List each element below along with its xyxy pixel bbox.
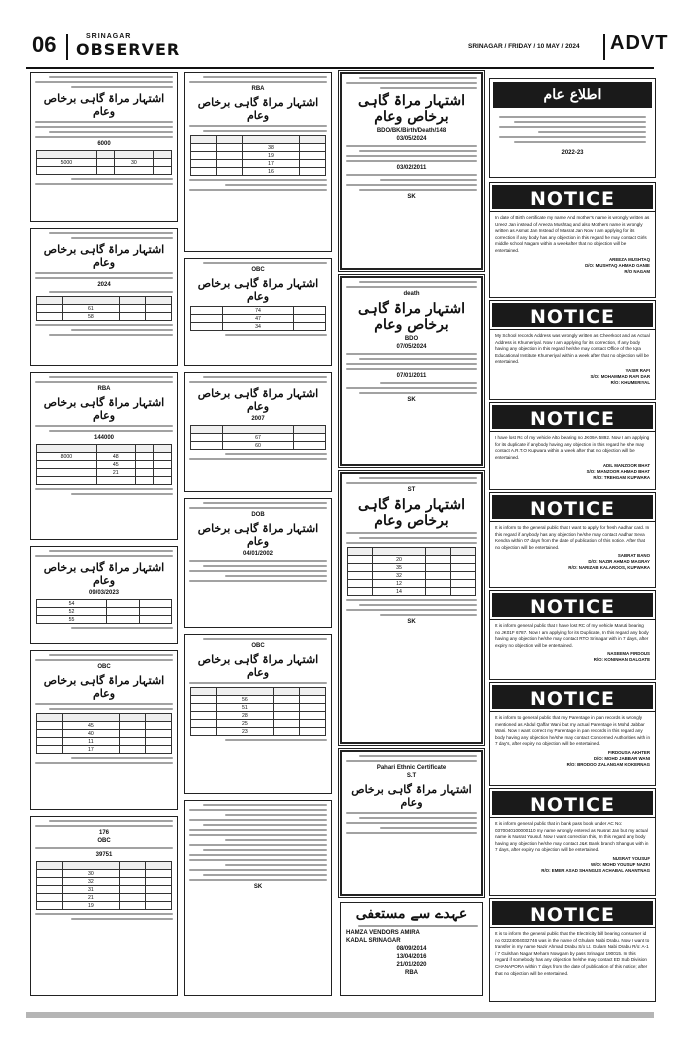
notice-signatory: FIRDOUSA AKHTER — [607, 749, 650, 755]
footer-rule — [26, 1012, 654, 1018]
table-cell: 61 — [63, 305, 119, 313]
ad-date: 2007 — [251, 416, 265, 422]
urdu-ad — [30, 372, 178, 540]
notice-ad — [489, 182, 656, 298]
ad-reference: BDO — [404, 336, 419, 342]
table-cell: 19 — [243, 152, 299, 160]
table-cell: 20 — [372, 556, 426, 564]
table-cell: 67 — [223, 434, 293, 442]
ad-table — [36, 861, 172, 910]
urdu-ad — [184, 634, 332, 794]
notice-ad — [489, 788, 656, 896]
header-rule — [26, 67, 654, 69]
ad-mark: SK — [407, 397, 416, 403]
ad-mark: SK — [407, 619, 416, 625]
urdu-ad — [340, 750, 483, 896]
ad-headline: اشتہار مراۃ گاہی برخاص وعام — [351, 783, 472, 809]
ad-headline: اشتہار مراۃ گاہی برخاص وعام — [197, 387, 319, 413]
notice-address: R/O: BRODOO ZALANGAM KOKERNAG — [566, 761, 650, 767]
table-cell: 23 — [217, 728, 273, 736]
table-cell: 19 — [63, 902, 119, 910]
notice-ad — [489, 590, 656, 680]
notice-body: I have lost Rc of my vehicle Alto bearing no JK09A 5892. Now I am applying for its duplicate if anybody having any objection in this regard he she may contact A.R.T.O Kupwara within a week after that no objection will be entertained. — [495, 435, 650, 460]
ad-category: OBC — [251, 267, 265, 273]
notice-relation: S/O: MOHAMMAD RAFI DAR — [590, 373, 650, 379]
ad-category: RBA — [251, 86, 265, 92]
ad-headline: اشتہار مراۃ گاہی برخاص وعام — [358, 301, 465, 333]
notice-ad — [489, 492, 656, 588]
table-cell: 55 — [37, 616, 107, 624]
notice-title: NOTICE — [490, 789, 655, 817]
notice-relation: D/O: MUSHTAQ AHMAD GANIE — [585, 262, 650, 268]
table-cell: 17 — [63, 746, 119, 754]
ad-table — [36, 444, 172, 485]
notice-title: NOTICE — [490, 591, 655, 619]
table-cell: 28 — [217, 712, 273, 720]
table-cell: 47 — [223, 315, 293, 323]
urdu-ad — [184, 498, 332, 628]
table-cell: 48 — [96, 453, 135, 461]
urdu-ad — [184, 372, 332, 492]
ad-date: 03/02/2011 — [396, 165, 427, 171]
notice-ad — [489, 682, 656, 786]
brand-subtitle: SRINAGAR — [86, 33, 132, 40]
table-cell: 16 — [243, 168, 299, 176]
header-divider — [603, 34, 605, 60]
ad-number: 176 — [98, 830, 109, 836]
ad-date: 03/05/2024 — [396, 136, 427, 142]
ad-date: 04/01/2002 — [242, 551, 274, 557]
ad-date: 07/05/2024 — [396, 344, 427, 350]
ad-number: 144000 — [93, 435, 115, 441]
notice-signatory: SABRAT BANO — [617, 553, 650, 559]
page-number: 06 — [32, 32, 57, 57]
ad-table — [190, 425, 326, 450]
resignation-ad — [340, 902, 483, 996]
notice-title: NOTICE — [490, 493, 655, 521]
table-cell: 14 — [372, 588, 426, 596]
table-cell: 21 — [63, 894, 119, 902]
table-cell: 35 — [372, 564, 426, 572]
vendor-name: HAMZA VENDORS AMIRA — [346, 930, 420, 936]
vendor-date: 08/09/2014 — [396, 946, 427, 952]
dateline: SRINAGAR / FRIDAY / 10 MAY / 2024 — [468, 43, 580, 50]
notice-relation: D/O: NAZIR AHMAD MAGRAY — [588, 559, 650, 565]
notice-signatory: NASEEMA FIRDOUS — [607, 651, 650, 657]
ad-category: RBA — [97, 386, 111, 392]
table-cell: 38 — [243, 144, 299, 152]
table-cell: 5000 — [37, 159, 97, 167]
notice-ad — [489, 300, 656, 400]
ad-table — [36, 150, 172, 175]
ad-table — [190, 687, 326, 736]
table-cell: 58 — [63, 313, 119, 321]
notice-title: NOTICE — [490, 899, 655, 927]
public-notice-ad — [489, 78, 656, 178]
notice-address: R/O: NARIZAB KALAROOS, KUPWARA — [568, 565, 650, 571]
urdu-ad — [184, 72, 332, 252]
notice-body: It is inform to the general public that I want to apply for fresh Aadhar card. In this regard if anybody has any objection he/she may contact Aadhar Seva Kendra within 07 days from the date of publication of this notice. After that no objection will be entertained. — [495, 525, 650, 550]
ad-date: 2024 — [97, 282, 111, 288]
table-cell: 30 — [63, 870, 119, 878]
urdu-ad — [30, 546, 178, 644]
ad-headline: اطلاع عام — [493, 82, 652, 108]
ad-headline: اشتہار مراۃ گاہی برخاص وعام — [358, 93, 465, 125]
urdu-ad — [30, 228, 178, 366]
ad-mark: SK — [407, 194, 416, 200]
ad-date: 07/01/2011 — [396, 373, 427, 379]
notice-body: In date of Birth certificate my name And mother's name is wrongly written as Ureez Jan instead of Areeza Mushtaq and also Mothers name is wrongly written as Asmat Jan Instead of Masrat Jan Now I am applying for its correction if any body has any objection in this regard he may contact Girls middle school Nagam within a weekafter that no objection will be entertained. — [495, 215, 650, 253]
urdu-ad — [184, 258, 332, 366]
ad-category: OBC — [251, 643, 265, 649]
notice-title: NOTICE — [490, 683, 655, 711]
notice-ad — [489, 402, 656, 490]
table-cell: 17 — [243, 160, 299, 168]
table-cell: 31 — [63, 886, 119, 894]
ad-table — [190, 306, 326, 331]
table-cell: 8000 — [37, 453, 97, 461]
notice-signatory: AREEZA MUSHTAQ — [609, 256, 650, 262]
ad-headline: اشتہار مراۃ گاہی برخاص وعام — [197, 522, 319, 548]
ad-headline: اشتہار مراۃ گاہی برخاص وعام — [197, 277, 319, 303]
ad-mark: SK — [253, 884, 263, 890]
ad-category: S.T — [406, 773, 417, 779]
ad-category: DOB — [251, 512, 265, 518]
ad-reference: BDO/BK/Birth/Death/148 — [376, 128, 447, 134]
notice-title: NOTICE — [490, 403, 655, 431]
brand-logo: OBSERVER — [76, 40, 181, 59]
notice-signatory: NUSRAT YOUSUF — [612, 855, 650, 861]
notice-relation: S/O: MANZOOR AHMAD BHAT — [586, 469, 650, 475]
page-header — [20, 30, 669, 64]
ad-headline: اشتہار مراۃ گاہی برخاص وعام — [197, 653, 319, 679]
table-cell: 51 — [217, 704, 273, 712]
ad-headline: اشتہار مراۃ گاہی برخاص وعام — [43, 561, 165, 587]
urdu-ad — [30, 72, 178, 222]
ad-headline: اشتہار مراۃ گاہی برخاص وعام — [43, 396, 165, 422]
ad-line: Pahari Ethnic Certificate — [376, 765, 447, 771]
urdu-ad — [340, 472, 483, 744]
table-cell: 45 — [96, 461, 135, 469]
table-cell: 25 — [217, 720, 273, 728]
ad-table — [190, 135, 326, 176]
table-cell: 21 — [96, 469, 135, 477]
notice-address: R/O: TREHGAM KUPWARA — [593, 475, 650, 481]
section-label: ADVT — [610, 32, 669, 54]
ad-table — [36, 599, 172, 624]
notice-body: It is inform general public that I have lost RC of my vehicle Maruti bearing no JK01F 6787. Now I am applying for its Duplicate, In this regard any body having any objection he/she may contact RTO Srinagar with in 7 days, after expiry no objection will be entertained. — [495, 623, 649, 648]
urdu-ad — [340, 72, 483, 270]
header-divider — [66, 34, 68, 60]
table-cell: 52 — [37, 608, 107, 616]
vendor-date: 13/04/2016 — [396, 954, 427, 960]
urdu-ad — [184, 800, 332, 996]
notice-relation: D/O: MOHD JABBAR WANI — [593, 755, 650, 761]
ad-category: ST — [407, 487, 416, 493]
notice-body: It is to inform the general public that the Electricity bill bearing consumer id no 02224004032746 was in the name of Ghulam Nabi Drabu. Now I want to transfer in my name Nazir Ahmad Drabu S/o Lt. Gulam Nabi Drabu R/o: A-1 / 7 Gulshan Nagar Meharn Nowgam by pass Srinagar 190015. In this regard if somebody has any objection he/she may contact ED Sub Division CHANAPORA within 7 days from the date of publication of this notice; after that no objection will be entertained. — [495, 931, 650, 976]
ad-category: RBA — [405, 970, 418, 976]
notice-body: It is inform to general public that my Parentage in pan records is wrongly mentioned as Abdul Qaffar Wani but my actual Parentage is Mohd Jabbar Wani. Now I want correct my Parentage in pan records in this regard any body having any objection he/she may contact Concerned Authorities with in 7 day's, after expiry no objection will be entertained. — [495, 715, 651, 747]
ad-table — [36, 296, 172, 321]
ad-table — [36, 713, 172, 754]
table-cell: 60 — [223, 442, 293, 450]
notice-relation: R/O: KONINHAN DALGATE — [593, 657, 650, 663]
notice-address: R/O: EMER ASAD SHANGUS ACHABAL ANANTNAG — [541, 867, 650, 873]
urdu-ad — [30, 816, 178, 996]
ad-category: OBC — [97, 664, 111, 670]
table-cell: 11 — [63, 738, 119, 746]
notice-address: R/O: KHUMERIYAL — [610, 379, 650, 385]
ad-category: OBC — [97, 838, 111, 844]
vendor-place: KADAL SRINAGAR — [346, 938, 401, 944]
urdu-ad — [340, 276, 483, 466]
notice-title: NOTICE — [490, 301, 655, 329]
ad-number: 39751 — [95, 852, 113, 858]
table-cell: 32 — [63, 878, 119, 886]
table-cell: 34 — [223, 323, 293, 331]
ad-category: death — [403, 291, 420, 297]
ad-number: 6000 — [97, 141, 111, 147]
vendor-date: 21/01/2020 — [396, 962, 427, 968]
table-cell: 40 — [63, 730, 119, 738]
notice-ad — [489, 898, 656, 1002]
ad-date: 09/03/2023 — [88, 590, 120, 596]
notice-signatory: YASIR RAFI — [625, 367, 650, 373]
ad-headline: اشتہار مراۃ گاہی برخاص وعام — [197, 96, 319, 122]
ad-headline: اشتہار مراۃ گاہی برخاص وعام — [43, 243, 165, 269]
ad-headline: عہدے سے مستعفی — [355, 906, 468, 922]
notice-title: NOTICE — [490, 183, 655, 211]
notice-address: R/O NAGAM — [624, 268, 650, 274]
table-cell: 32 — [372, 572, 426, 580]
ad-headline: اشتہار مراۃ گاہی برخاص وعام — [43, 674, 165, 700]
urdu-ad — [30, 650, 178, 810]
table-cell: 30 — [114, 159, 153, 167]
notice-signatory: ADIL MANZOOR BHAT — [602, 463, 650, 469]
table-cell: 12 — [372, 580, 426, 588]
ad-headline: اشتہار مراۃ گاہی برخاص وعام — [358, 497, 465, 529]
notice-body: My School records Address was wrongly written as Cheerkoot and as Actual Address is Khumeriyal. Now I am applying for its correction, If any body having any objection in this regard he/she may contact Office of the Iqra Educational Institute Khumeriyal within a week after that no objection will be entertained. — [495, 333, 650, 365]
ad-table — [347, 547, 476, 596]
table-cell: 74 — [223, 307, 293, 315]
table-cell: 45 — [63, 722, 119, 730]
ad-headline: اشتہار مراۃ گاہی برخاص وعام — [43, 92, 165, 118]
table-cell: 56 — [217, 696, 273, 704]
table-cell: 54 — [37, 600, 107, 608]
notice-relation: W/O: MOHD YOUSUF NAZKI — [591, 861, 650, 867]
notice-body: It is inform general public that in bank pass book under AC No: 0370040100000110 my name wrongly entered as Nusrat Jan but my actual name is Nusrat Yousuf. Now I want correction this, In this regard any body having any objection he/she may contact J&K Bank branch Shangus with in 7 days, after expiry no objection will be entertained. — [495, 821, 649, 853]
ad-date: 2022-23 — [561, 150, 584, 156]
